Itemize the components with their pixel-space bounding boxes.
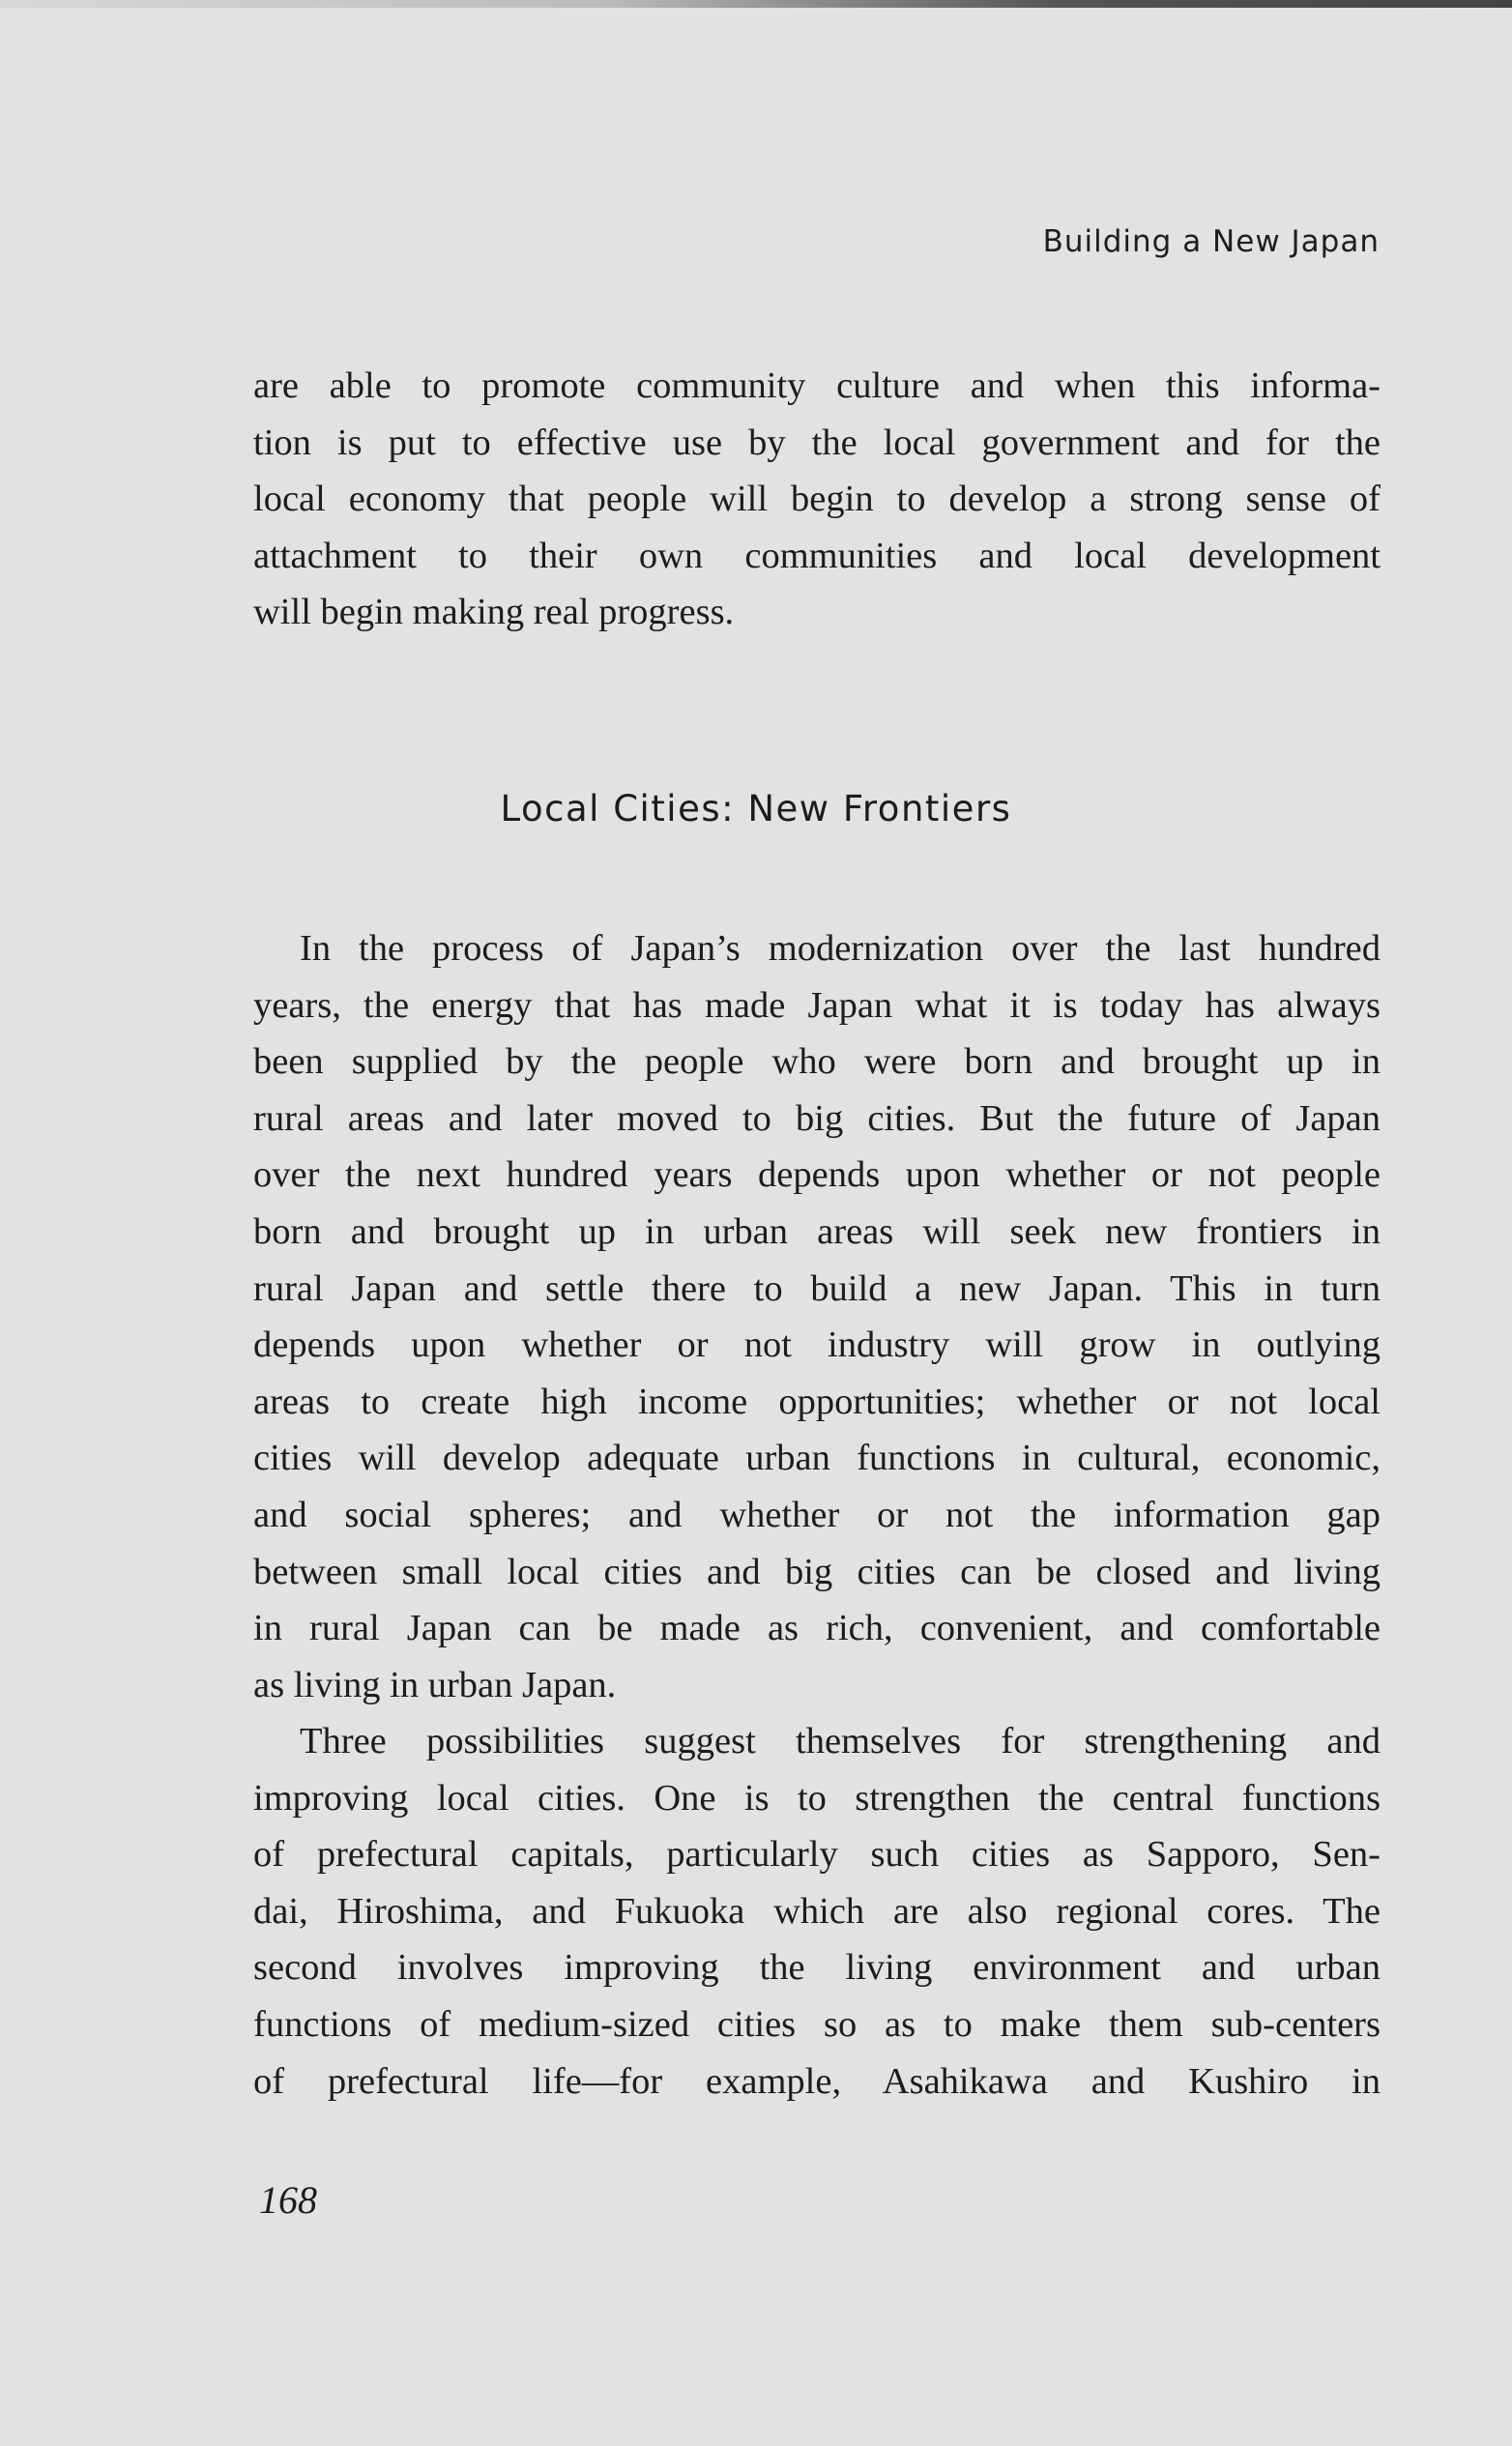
- text-line: functions of medium-sized cities so as to make them sub-centers: [253, 2003, 1381, 2045]
- text-line: second involves improving the living environment and urban: [253, 1947, 1381, 1989]
- text-line: local economy that people will begin to develop a strong sense of: [253, 479, 1381, 520]
- text-line: of prefectural life—for example, Asahikawa and Kushiro in: [253, 2060, 1381, 2102]
- text-line: between small local cities and big cities can be closed and living: [253, 1551, 1381, 1592]
- text-line: improving local cities. One is to strengthen the central functions: [253, 1777, 1381, 1819]
- text-line: over the next hundred years depends upon whether or not people: [253, 1154, 1381, 1196]
- text-line: depends upon whether or not industry will grow in outlying: [253, 1325, 1381, 1366]
- text-line: will begin making real progress.: [253, 592, 735, 633]
- page-number: 168: [259, 2178, 317, 2222]
- text-line: are able to promote community culture and when this informa-: [253, 365, 1381, 406]
- running-head: Building a New Japan: [1042, 224, 1380, 259]
- text-line: and social spheres; and whether or not the information gap: [253, 1494, 1381, 1535]
- text-line: years, the energy that has made Japan what it is today has always: [253, 984, 1381, 1026]
- text-line: areas to create high income opportunities; whether or not local: [253, 1381, 1381, 1422]
- text-line: rural Japan and settle there to build a new Japan. This in turn: [253, 1267, 1381, 1309]
- text-line: been supplied by the people who were born and brought up in: [253, 1041, 1381, 1083]
- text-line: In the process of Japan’s modernization over the last hundred: [300, 928, 1381, 969]
- text-line: of prefectural capitals, particularly such cities as Sapporo, Sen-: [253, 1834, 1381, 1876]
- text-line: attachment to their own communities and local development: [253, 535, 1381, 576]
- paragraph-1: [253, 358, 1381, 641]
- text-line: rural areas and later moved to big cities. But the future of Japan: [253, 1097, 1381, 1139]
- text-line: cities will develop adequate urban functions in cultural, economic,: [253, 1438, 1381, 1479]
- text-line: tion is put to effective use by the local government and for the: [253, 422, 1381, 463]
- paragraph-2: [253, 920, 1381, 1713]
- text-line: Three possibilities suggest themselves for strengthening and: [300, 1721, 1381, 1762]
- text-line: dai, Hiroshima, and Fukuoka which are also regional cores. The: [253, 1890, 1381, 1932]
- paragraph-3: [253, 1713, 1381, 2110]
- text-line: as living in urban Japan.: [253, 1664, 617, 1705]
- section-heading: Local Cities: New Frontiers: [500, 788, 1012, 830]
- text-line: in rural Japan can be made as rich, convenient, and comfortable: [253, 1608, 1381, 1649]
- page-top-edge: [0, 0, 1512, 8]
- text-line: born and brought up in urban areas will seek new frontiers in: [253, 1210, 1381, 1252]
